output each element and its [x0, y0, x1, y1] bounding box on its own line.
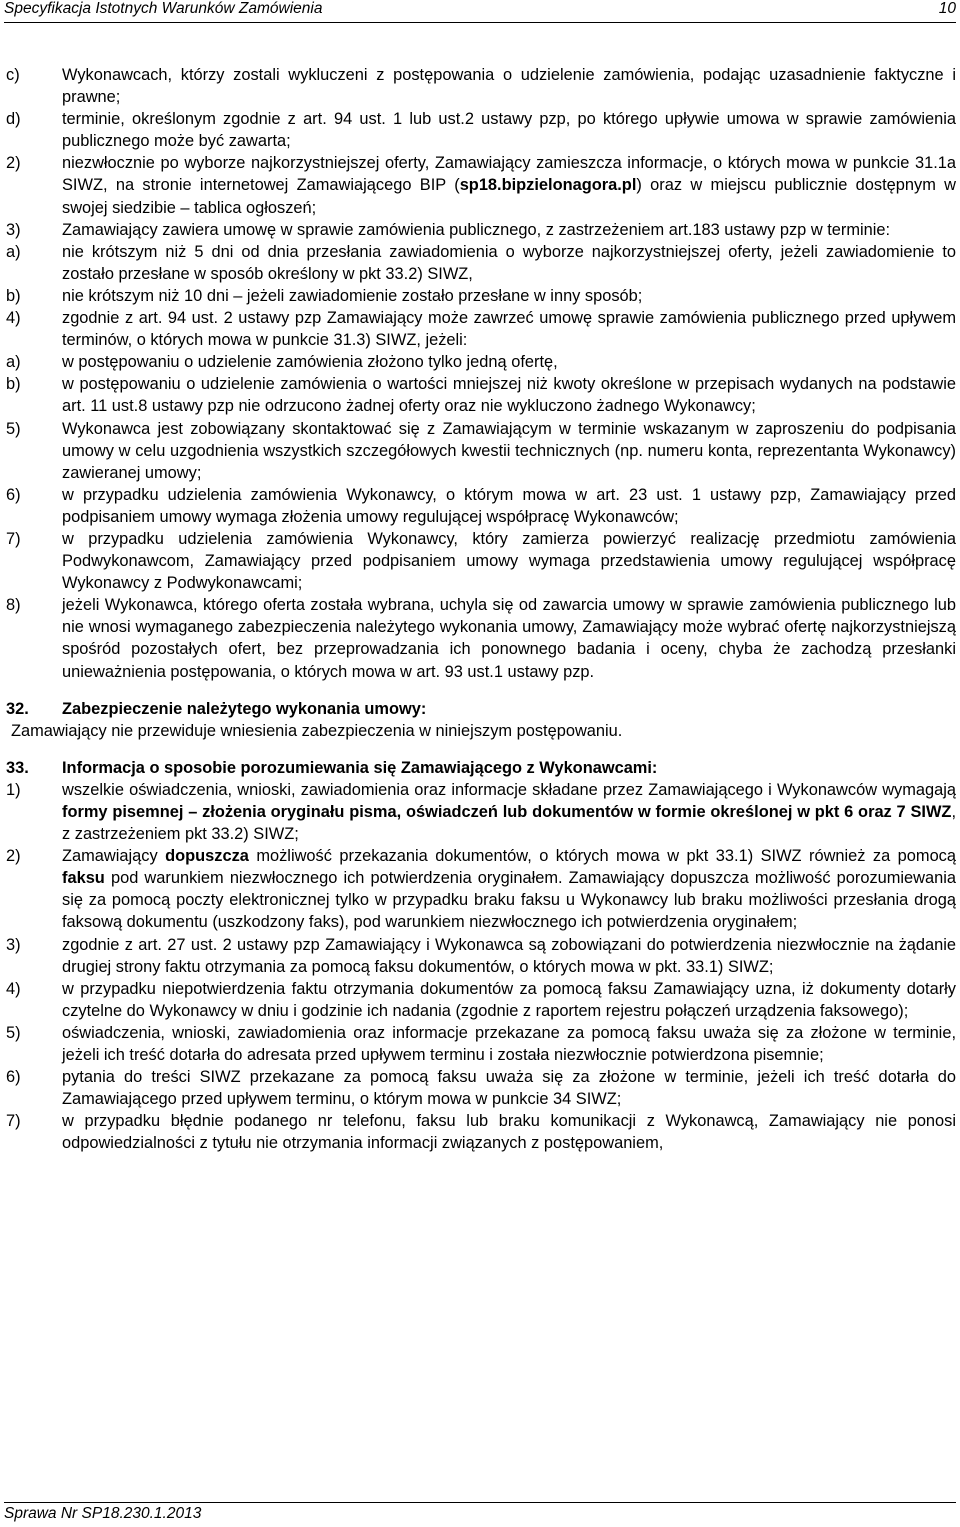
- item-text: pytania do treści SIWZ przekazane za pomocą faksu uważa się za złożone w terminie, jeżeli ich treść dotarła do Zamawiającego przed upływem terminu, o którym mowa w punkcie 34 SIWZ;: [62, 1068, 956, 1109]
- item-text: zgodnie z art. 94 ust. 2 ustawy pzp Zamawiający może zawrzeć umowę sprawie zamówienia publicznego przed upływem terminów, o których mowa w punkcie 31.3) SIWZ, jeżeli:: [62, 309, 956, 350]
- list-item: [6, 351, 956, 373]
- item-emphasis: formy pisemnej – złożenia oryginału pisma, oświadczeń lub dokumentów w formie określonej w pkt 6 oraz 7 SIWZ: [62, 803, 952, 821]
- item-text: Wykonawca jest zobowiązany skontaktować się z Zamawiającym w terminie wskazanym w zaproszeniu do podpisania umowy w celu uzgodnienia wszystkich szczegółowych kwestii technicznych (np. numeru konta, reprezentanta Wykonawcy) zawieranej umowy;: [62, 419, 956, 482]
- item-label: 5): [6, 419, 21, 438]
- list-item: [6, 241, 956, 285]
- item-text: terminie, określonym zgodnie z art. 94 ust. 1 lub ust.2 ustawy pzp, po którego upływie umowa w sprawie zamówienia publicznego może być zawarta;: [62, 110, 956, 151]
- list-item: [6, 373, 956, 417]
- item-text: pod warunkiem niezwłocznego ich potwierdzenia oryginałem. Zamawiający dopuszcza możliwość porozumiewania się za pomocą poczty elektronicznej tylko w przypadku braku faksu u Wykonawcy lub braku możliwości przesłania drogą faksową dokumentu (uszkodzony faks), pod warunkiem niezwłocznego ich potwierdzenia oryginałem;: [62, 869, 956, 932]
- item-text: niezwłocznie po wyborze najkorzystniejszej oferty, Zamawiający zamieszcza informacje, o których mowa w punkcie 31.1a SIWZ, na stronie internetowej Zamawiającego BIP (: [62, 154, 956, 195]
- case-number: Sprawa Nr SP18.230.1.2013: [4, 1505, 202, 1522]
- item-text: Zamawiający: [62, 847, 166, 866]
- item-label: 2): [6, 154, 21, 173]
- item-label: b): [6, 375, 21, 394]
- section-title: Zabezpieczenie należytego wykonania umowy:: [62, 699, 427, 718]
- item-text: w przypadku udzielenia zamówienia Wykonawcy, który zamierza powierzyć realizację przedmiotu zamówienia Podwykonawcom, Zamawiający przed podpisaniem umowy wymaga przedstawienia umowy regulującej współpracę Wykonawcy z Podwykonawcami;: [62, 529, 956, 593]
- item-emphasis: faksu: [62, 869, 105, 888]
- item-label: d): [6, 110, 21, 129]
- list-item: [6, 307, 956, 351]
- item-text: możliwość przekazania dokumentów, o których mowa w pkt 33.1) SIWZ również za pomocą: [248, 847, 956, 866]
- item-label: 2): [6, 847, 21, 866]
- section-number: 33.: [6, 758, 29, 777]
- item-text: w przypadku udzielenia zamówienia Wykonawcy, o którym mowa w art. 23 ust. 1 ustawy pzp, Zamawiający przed podpisaniem umowy wymaga złożenia umowy regulującej współpracę Wykonawców;: [62, 485, 956, 526]
- list-item: [6, 594, 956, 682]
- item-label: 5): [6, 1023, 21, 1042]
- item-text: w postępowaniu o udzielenie zamówienia złożono tylko jedną ofertę,: [62, 353, 558, 372]
- section-heading-33: [6, 757, 956, 779]
- item-text: zgodnie z art. 27 ust. 2 ustawy pzp Zamawiający i Wykonawca są zobowiązani do potwierdzenia niezwłocznie na żądanie drugiej strony faktu otrzymania za pomocą faksu dokumentów, o których mowa w pkt. 33.1) SIWZ;: [62, 935, 956, 976]
- page-number: 10: [938, 0, 956, 17]
- item-emphasis: dopuszcza: [165, 847, 249, 866]
- item-label: 8): [6, 596, 21, 615]
- item-text: nie krótszym niż 10 dni – jeżeli zawiadomienie zostało przesłane w inny sposób;: [62, 286, 643, 305]
- item-label: a): [6, 242, 21, 261]
- item-label: 6): [6, 485, 21, 504]
- list-item: [6, 779, 956, 845]
- item-text: , z zastrzeżeniem pkt 33.2) SIWZ;: [62, 803, 956, 844]
- list-item: [6, 1066, 956, 1110]
- bip-url: sp18.bipzielonagora.pl: [459, 176, 637, 195]
- item-text: oświadczenia, wnioski, zawiadomienia oraz informacje przekazane za pomocą faksu uważa się za złożone w terminie, jeżeli ich treść dotarła do adresata przed upływem terminu i została niezwłocznie potwierdzona pisemnie;: [62, 1023, 956, 1065]
- item-label: 4): [6, 309, 21, 328]
- item-text: nie krótszym niż 5 dni od dnia przesłania zawiadomienia o wyborze najkorzystniejszej oferty, jeżeli zawiadomienie to zostało przesłane w sposób określony w pkt 33.2) SIWZ,: [62, 242, 956, 283]
- item-text: Wykonawcach, którzy zostali wykluczeni z postępowania o udzielenie zamówienia, podając uzasadnienie faktyczne i prawne;: [62, 66, 956, 107]
- page-header: [4, 0, 956, 23]
- document-title: Specyfikacja Istotnych Warunków Zamówienia: [4, 0, 323, 17]
- item-label: 3): [6, 935, 21, 954]
- item-label: b): [6, 286, 21, 305]
- section-title: Informacja o sposobie porozumiewania się Zamawiającego z Wykonawcami:: [62, 758, 658, 777]
- item-text: w przypadku niepotwierdzenia faktu otrzymania dokumentów za pomocą faksu Zamawiający uzna, iż dokumenty dotarły czytelne do Wykonawcy w dniu i godzinie ich nadania (zgodnie z raportem rejestru połączeń urządzenia faksowego);: [62, 979, 956, 1020]
- item-text: jeżeli Wykonawca, którego oferta została wybrana, uchyla się od zawarcia umowy w sprawie zamówienia publicznego lub nie wnosi wymaganego zabezpieczenia należytego wykonania umowy, Zamawiający może wybrać ofertę najkorzystniejszą spośród pozostałych ofert, bez przeprowadzania ich ponownego badania i oceny, chyba że zachodzą przesłanki unieważnienia postępowania, o których mowa w art. 93 ust.1 ustawy pzp.: [62, 596, 956, 681]
- item-text: wszelkie oświadczenia, wnioski, zawiadomienia oraz informacje składane przez Zamawiającego i Wykonawców wymagają: [62, 780, 956, 799]
- item-text: w postępowaniu o udzielenie zamówienia o wartości mniejszej niż kwoty określone w przepisach wydanych na podstawie art. 11 ust.8 ustawy pzp nie odrzucono żadnej oferty oraz nie wykluczono żadnego Wykonawcy;: [62, 375, 956, 416]
- section-number: 32.: [6, 699, 29, 718]
- list-item: [6, 845, 956, 933]
- item-label: 3): [6, 220, 21, 239]
- document-body: [6, 64, 956, 1155]
- list-item: [6, 108, 956, 152]
- list-item: [6, 64, 956, 108]
- item-label: 6): [6, 1068, 21, 1087]
- section-heading-32: [6, 698, 956, 720]
- list-item: [6, 1022, 956, 1066]
- list-item: [6, 484, 956, 528]
- list-item: [6, 934, 956, 978]
- item-text: Zamawiający zawiera umowę w sprawie zamówienia publicznego, z zastrzeżeniem art.183 ustawy pzp w terminie:: [62, 220, 891, 239]
- item-label: a): [6, 353, 21, 372]
- list-item: [6, 219, 956, 241]
- page-footer: [4, 1502, 956, 1523]
- list-item: [6, 152, 956, 218]
- list-item: [6, 418, 956, 484]
- item-label: 4): [6, 979, 21, 998]
- list-item: [6, 285, 956, 307]
- list-item: [6, 1110, 956, 1154]
- item-text: ) oraz w miejscu publicznie dostępnym w swojej siedzibie – tablica ogłoszeń;: [62, 176, 957, 217]
- section-32-text: Zamawiający nie przewiduje wniesienia zabezpieczenia w niniejszym postępowaniu.: [11, 721, 623, 740]
- item-label: c): [6, 66, 20, 84]
- list-item: [6, 528, 956, 594]
- item-label: 1): [6, 780, 21, 799]
- item-label: 7): [6, 1112, 21, 1131]
- item-label: 7): [6, 529, 21, 548]
- list-item: [6, 978, 956, 1022]
- item-text: w przypadku błędnie podanego nr telefonu, faksu lub braku komunikacji z Wykonawcą, Zamawiający nie ponosi odpowiedzialności z tytułu nie otrzymania informacji związanych z postępowaniem,: [62, 1112, 956, 1153]
